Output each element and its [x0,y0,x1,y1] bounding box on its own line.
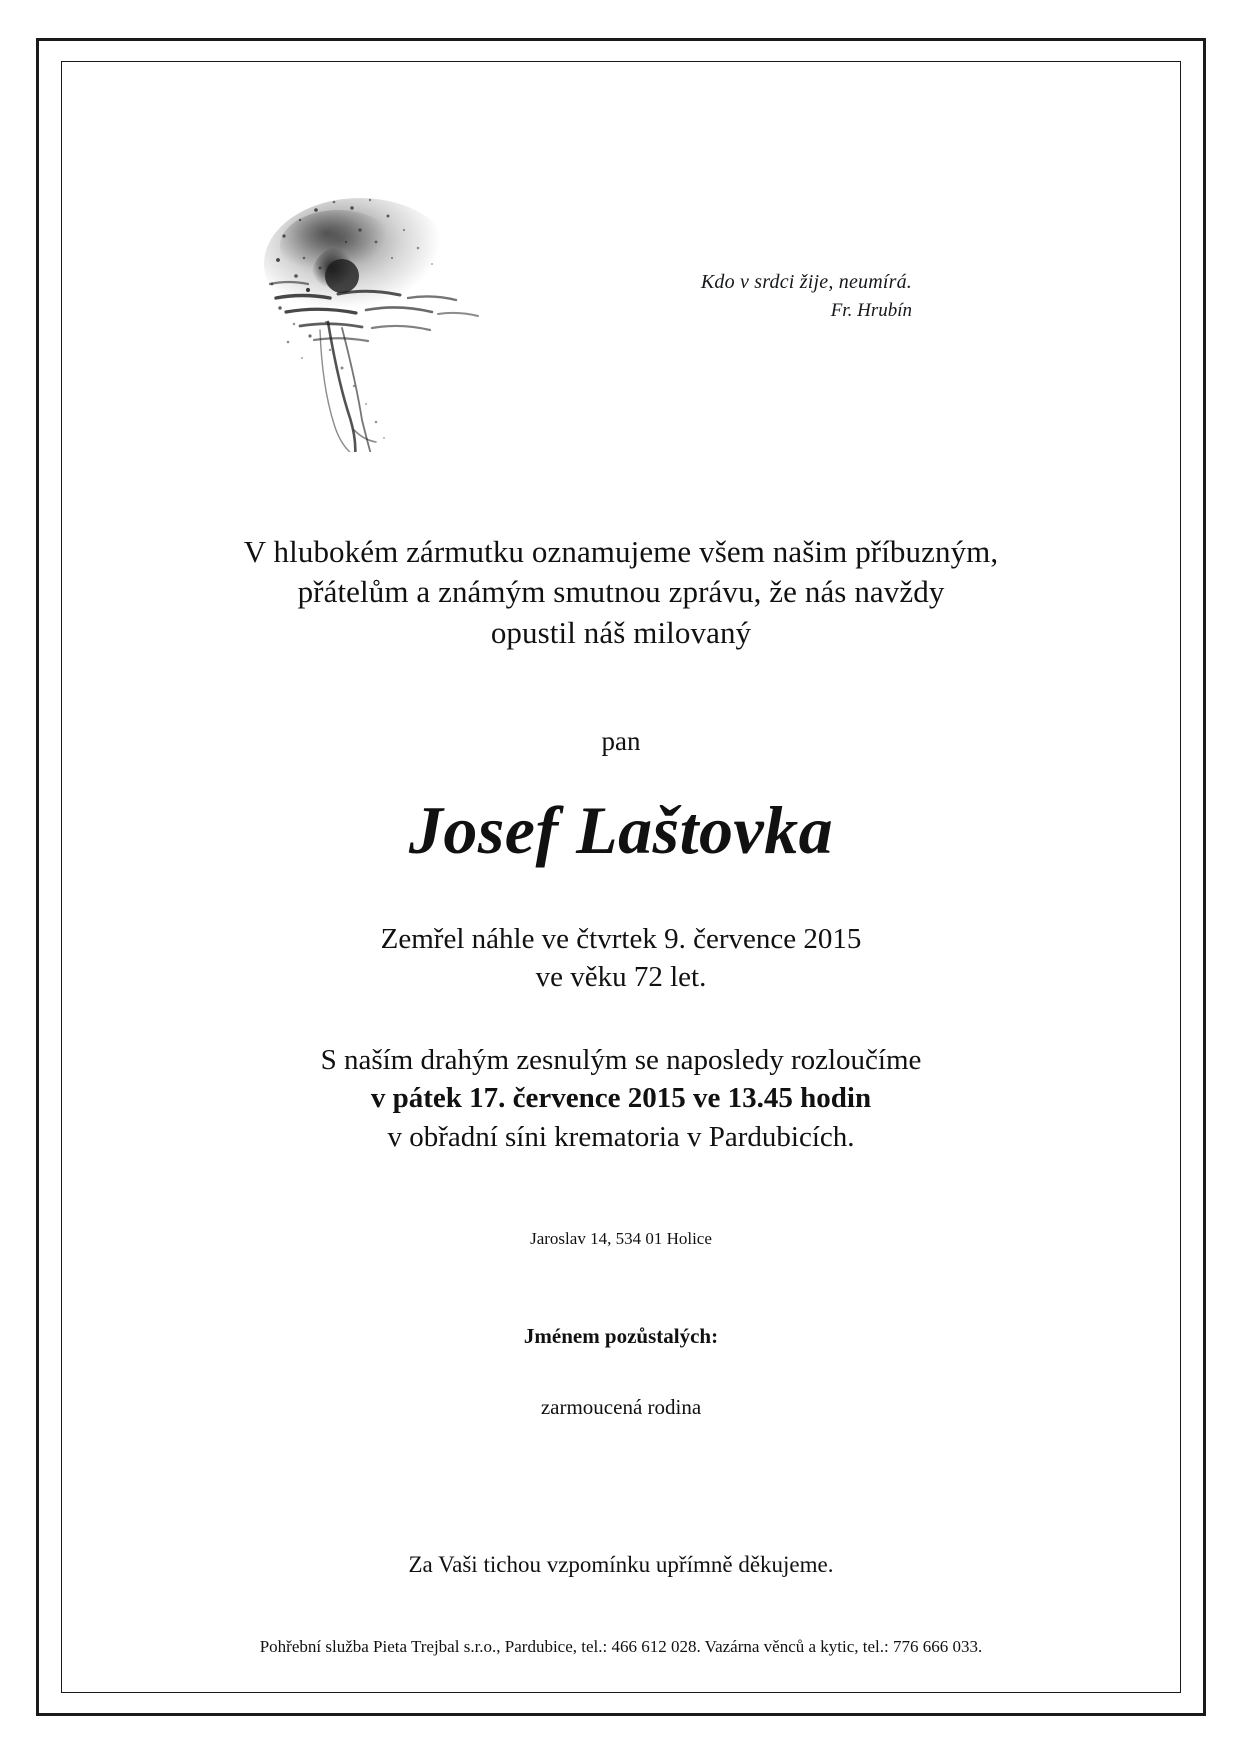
outer-border [36,38,1206,1716]
funeral-service-footer: Pohřební služba Pieta Trejbal s.r.o., Pardubice, tel.: 466 612 028. Vazárna věnců a kytic, tel.: 776 666 033. [259,1636,983,1656]
intro-paragraph [152,532,1090,653]
death-details [152,920,1090,997]
salutation: pan [601,725,641,756]
inner-border [61,61,1181,1693]
deceased-name: Josef Laštovka [408,792,834,869]
quote-text: Kdo v srdci žije, neumírá. [700,271,912,293]
death-age-line: ve věku 72 let. [535,961,707,994]
family-address: Jaroslav 14, 534 01 Holice [530,1229,712,1249]
intro-line-1: V hlubokém zármutku oznamujeme všem našim příbuzným, [243,534,999,569]
death-date-line: Zemřel náhle ve čtvrtek 9. července 2015 [380,923,862,956]
quotation [492,267,912,326]
intro-line-2: přátelům a známým smutnou zprávu, že nás navždy [297,574,945,610]
farewell-line-1: S naším drahým zesnulým se naposledy rozloučíme [320,1043,922,1076]
family-signature: zarmoucená rodina [540,1395,702,1420]
announcement-body [152,532,1090,1579]
intro-line-3: opustil náš milovaný [490,614,752,650]
ceremony-datetime: v pátek 17. července 2015 ve 13.45 hodin [370,1082,872,1115]
announcement-content [62,62,1180,1692]
farewell-details [152,1041,1090,1158]
thanks-note: Za Vaši tichou vzpomínku upřímně děkujeme. [408,1551,834,1577]
quote-author: Fr. Hrubín [830,300,912,321]
ceremony-venue: v obřadní síni krematoria v Pardubicích. [387,1121,855,1154]
on-behalf-heading: Jménem pozůstalých: [523,1323,719,1348]
